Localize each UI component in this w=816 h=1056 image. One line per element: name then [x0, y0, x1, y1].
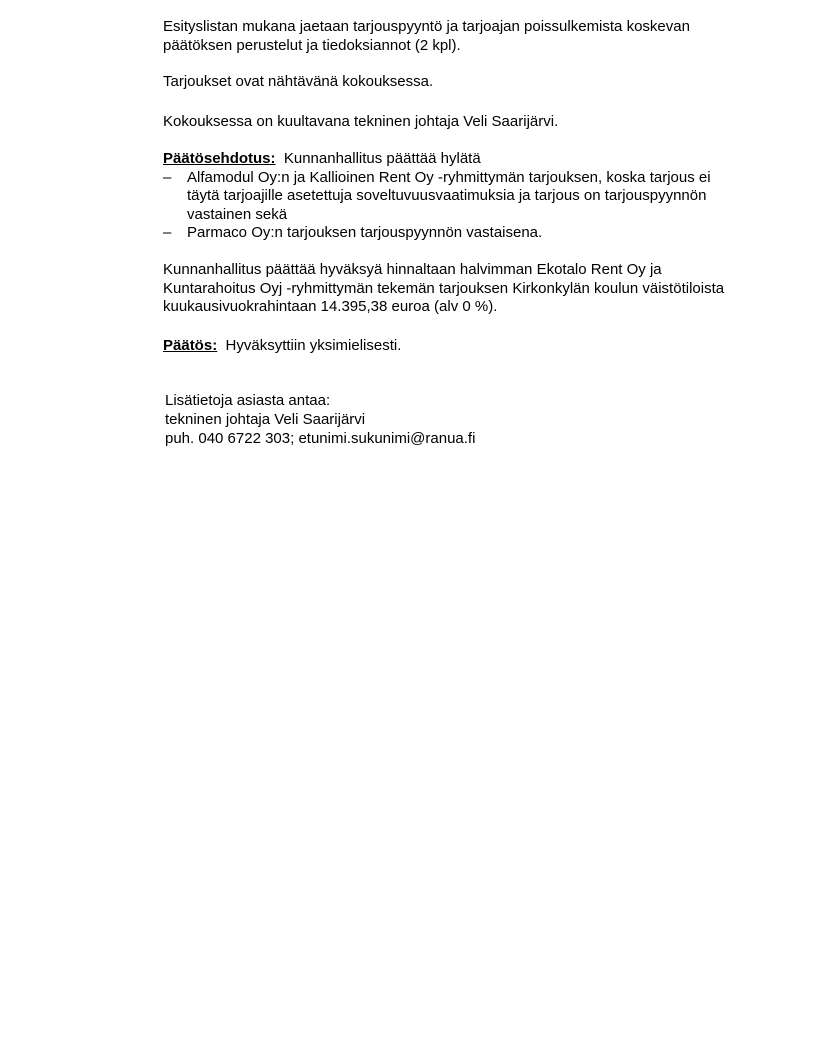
proposal-label: Päätösehdotus:: [163, 150, 276, 167]
proposal-item: [163, 169, 743, 225]
proposal-section: [163, 150, 743, 243]
proposal-heading-line: [163, 150, 743, 169]
decision-line: [163, 337, 743, 356]
decision-text: Hyväksyttiin yksimielisesti.: [225, 337, 402, 354]
paragraph-viewable: Tarjoukset ovat nähtävänä kokouksessa.: [163, 73, 434, 90]
proposal-intro: Kunnanhallitus päättää hylätä: [283, 150, 481, 167]
proposal-item-text: Parmaco Oy:n tarjouksen tarjouspyynnön vastaisena.: [187, 224, 543, 241]
proposal-item: [163, 224, 743, 243]
contact-heading: Lisätietoja asiasta antaa:: [165, 392, 331, 409]
contact-block: [165, 391, 475, 448]
contact-person: tekninen johtaja Veli Saarijärvi: [165, 411, 366, 428]
decision-label: Päätös:: [163, 337, 218, 354]
dash-bullet: –: [163, 168, 172, 186]
paragraph-attachments: Esityslistan mukana jaetaan tarjouspyyntö ja tarjoajan poissulkemista koskevan päätöksen perustelut ja tiedoksiannot (2 kpl).: [163, 18, 690, 54]
paragraph-hearing: Kokouksessa on kuultavana tekninen johtaja Veli Saarijärvi.: [163, 113, 559, 130]
proposal-item-text: Alfamodul Oy:n ja Kallioinen Rent Oy -ryhmittymän tarjouksen, koska tarjous ei täytä tarjoajille asetettuja soveltuvuusvaatimuksia ja tarjous on tarjouspyynnön vastainen sekä: [187, 168, 711, 223]
paragraph-accept: Kunnanhallitus päättää hyväksyä hinnaltaan halvimman Ekotalo Rent Oy ja Kuntarahoitus Oyj -ryhmittymän tekemän tarjouksen Kirkonkylän koulun väistötiloista kuukausivuokrahintaan 14.395,38 euroa (alv 0 %).: [163, 261, 725, 315]
dash-bullet: –: [163, 224, 172, 241]
contact-phone-email: puh. 040 6722 303; etunimi.sukunimi@ranua.fi: [165, 430, 476, 447]
